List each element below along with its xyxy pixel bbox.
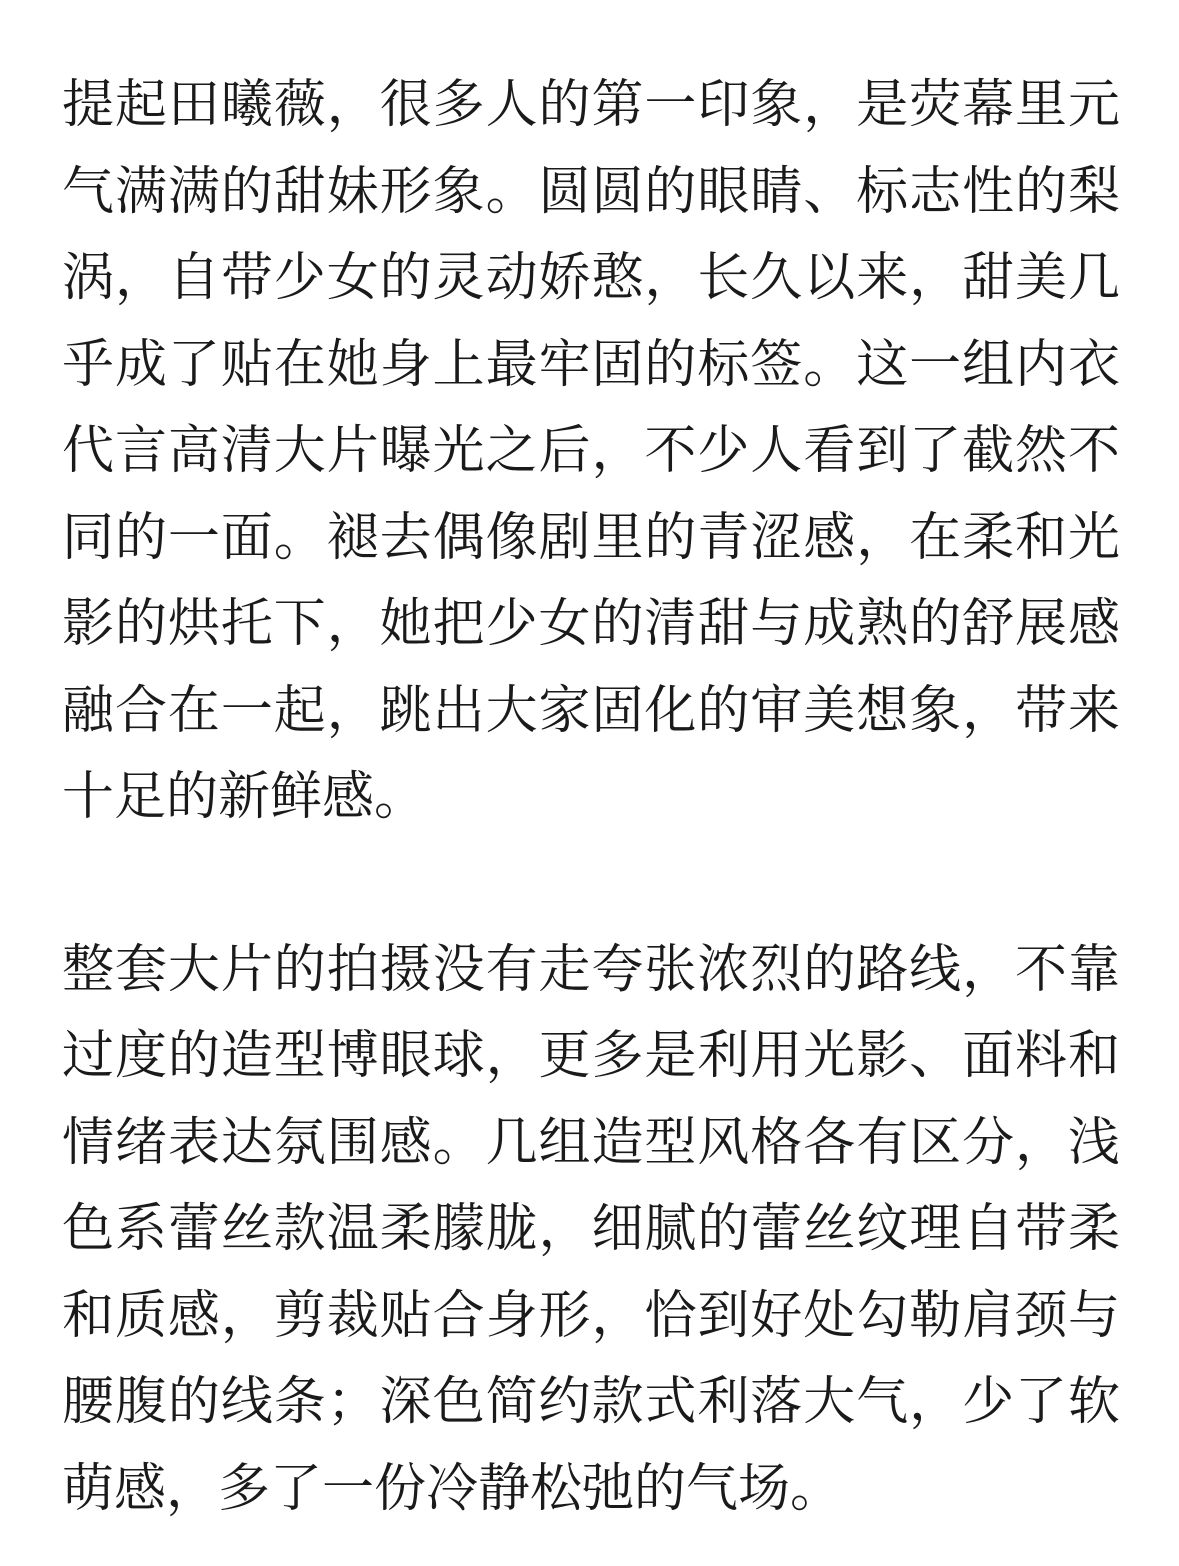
- article-body: [62, 62, 1120, 1532]
- article-paragraph-2: 整套大片的拍摄没有走夸张浓烈的路线，不靠过度的造型博眼球，更多是利用光影、面料和情绪表达氛围感。几组造型风格各有区分，浅色系蕾丝款温柔朦胧，细腻的蕾丝纹理自带柔和质感，剪裁贴合身形，恰到好处勾勒肩颈与腰腹的线条；深色简约款式利落大气，少了软萌感，多了一份冷静松弛的气场。: [62, 939, 1120, 1519]
- article-paragraph-1: 提起田曦薇，很多人的第一印象，是荧幕里元气满满的甜妹形象。圆圆的眼睛、标志性的梨涡，自带少女的灵动娇憨，长久以来，甜美几乎成了贴在她身上最牢固的标签。这一组内衣代言高清大片曝光之后，不少人看到了截然不同的一面。褪去偶像剧里的青涩感，在柔和光影的烘托下，她把少女的清甜与成熟的舒展感融合在一起，跳出大家固化的审美想象，带来十足的新鲜感。: [62, 75, 1120, 827]
